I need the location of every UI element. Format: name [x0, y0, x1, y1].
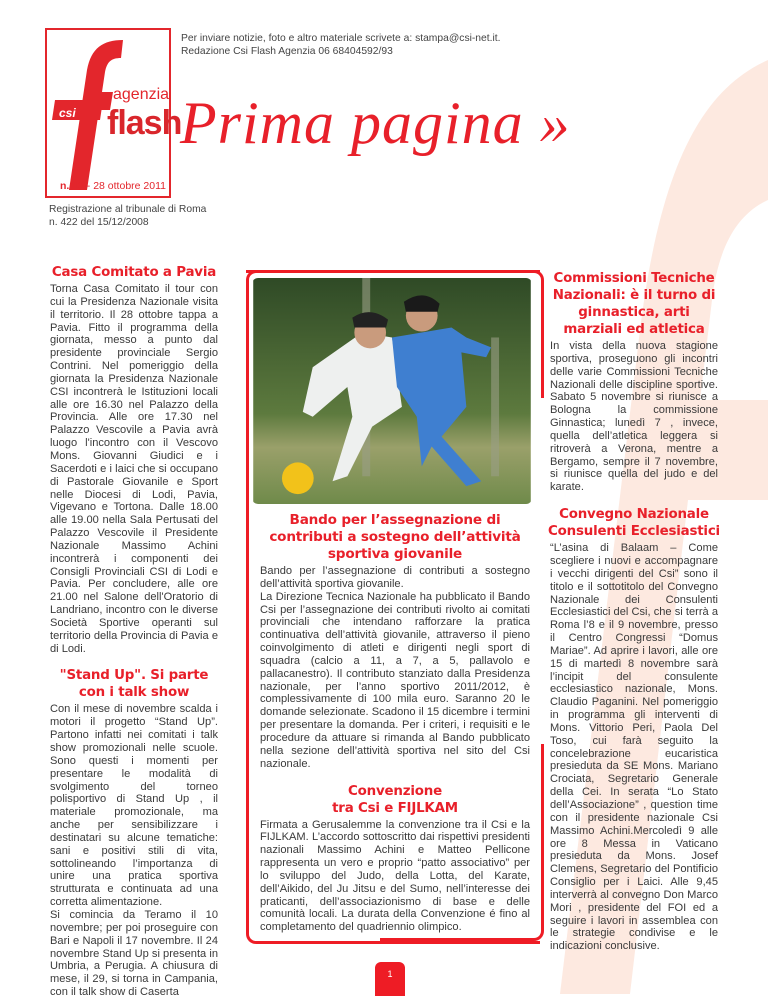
left-column: [50, 264, 218, 999]
football-photo: [252, 278, 532, 504]
contact-info: [181, 32, 501, 58]
fijlkam-heading-line-1: Convenzione: [348, 783, 442, 799]
standup-body: [50, 703, 218, 998]
issue-info: [60, 180, 166, 192]
commissioni-heading: Commissioni Tecniche Nazionali: è il turno di ginnastica, arti marziali ed atletica: [552, 271, 716, 337]
fijlkam-text: Firmata a Gerusalemme la convenzione tra il Csi e la FIJLKAM. L’accordo sottoscritto dai rispettivi presidenti nazionali Massimo Achini e Matteo Pellicone rappresenta un vero e proprio “patto associativo” per lo sviluppo del Judo, della Lotta, del Karate, dell’Aikido, del Ju Jitsu e del Sumo, nell’interesse dei praticanti, dell’associazionismo di base e delle comunità locali. La durata della Convenzione é fino al completamento del quadriennio olimpico.: [260, 818, 530, 934]
fijlkam-heading: [257, 783, 533, 817]
convegno-heading: [547, 506, 721, 540]
issue-date: - 28 ottobre 2011: [83, 180, 166, 192]
bando-text-1: Bando per l’assegnazione di contributi a sostegno dell’attività sportiva giovanile.: [260, 565, 530, 590]
convegno-body: [550, 542, 718, 953]
registration-line-2: n. 422 del 15/12/2008: [49, 217, 149, 228]
bando-body: [260, 565, 530, 771]
issue-number: n. 13: [59, 180, 84, 192]
registration-info: [49, 203, 206, 229]
bando-text-2: La Direzione Tecnica Nazionale ha pubblicato il Bando Csi per l’assegnazione dei contributi rivolto ai comitati provinciali che intendano rafforzare la pratica continuativa dell’attività giovanile, attraverso il pieno coinvolgimento di atleti e dirigenti negli sport di squadra (calcio a 11, a 7, a 5, pallavolo e pallacanestro). Il contributo stanziato dalla Presidenza nazionale, per l’anno sportivo 2011/2012, è complessivamente di 100 mila euro. Saranno 20 le domande selezionate. Scadono il 15 dicembre i termini per presentare la domanda. Per i criteri, i requisiti e le procedure da attuare si rimanda al Bando pubblicato nella sezione dell’attività sportiva nel sito del Csi nazionale.: [260, 590, 530, 770]
contact-line-2: Redazione Csi Flash Agenzia 06 68404592/93: [181, 46, 393, 57]
middle-column: [260, 278, 530, 934]
logo-agenzia: agenzia: [113, 86, 170, 103]
registration-line-1: Registrazione al tribunale di Roma: [49, 204, 207, 215]
logo-csi: csi: [59, 106, 76, 120]
convegno-text: “L’asina di Balaam – Come scegliere i nuovi e accompagnare i vecchi dirigenti del Csi” sono il titolo e il sottotitolo del Convegno Nazionale dei Consulenti Ecclesiastici del Csi, che si terrà a Roma l’8 e il 9 novembre, presso il Centro Congressi “Domus Mariae”. Ad aprire i lavori, alle ore 15 di martedì 8 novembre sarà l’incipit del consulente ecclesiastico nazionale, Mons. Claudio Paganini. Nel pomeriggio in programma gli interventi di Mons. Vittorio Peri, Paola Del Toso, cui farà seguito la concelebrazione eucaristica presieduta da SE Mons. Mariano Crociata, Segretario Generale della Cei. In serata “Lo Stato dell’Associazione” , question time con il presidente nazionale Csi Massimo Achini.Mercoledì 9 alle ore 8 Messa in Vaticano presieduta da Mons. Josef Clemens, Segretario del Pontificio Consiglio per i Laici. Alle 9,45 interverrà al convegno Don Marco Mori , presidente del FOI ed a seguire i lavori in assemblea con le strategie condivise e le indicazioni conclusive.: [550, 542, 718, 953]
bando-heading: Bando per l’assegnazione di contributi a sostegno dell’attività sportiva giovanile: [269, 512, 521, 562]
page-title: Prima pagina »: [180, 90, 571, 156]
agenzia-flash-logo: [45, 28, 182, 198]
contact-line-1: Per inviare notizie, foto e altro materiale scrivete a: stampa@csi-net.it.: [181, 33, 501, 44]
right-column: [550, 270, 718, 953]
logo-flash: flash: [107, 104, 182, 142]
fijlkam-heading-line-2: tra Csi e FIJLKAM: [332, 800, 458, 816]
pavia-body: [50, 283, 218, 655]
pavia-text: Torna Casa Comitato il tour con cui la Presidenza Nazionale visita il territorio. Il 28 ottobre tappa a Pavia. Fitto il programma della giornata, messo a punto dal presidente provinciale Sergio Contrini. Nel pomeriggio della giornata la Presidenza Nazionale CSI incontrerà le Istituzioni locali alle ore 16.30 nel Palazzo della Provincia. Alle ore 17.30 nel Palazzo Vescovile a Pavia avrà luogo l'incontro con il Vescovo Mons. Giovanni Giudici e i Sacerdoti e i laici che si occupano di Pastorale Giovanile e Sport nelle Diocesi di Lodi, Pavia, Vigevano e Tortona. Dalle 18.00 alle 19.00 nella Sala Pertusati del Palazzo Vescovile il Presidente Nazionale Massimo Achini incontrerà i componenti dei Consigli Provinciali CSI di Lodi e Pavia. Per concludere, alle ore 21.00 nel Salone dell'Oratorio di Landriano, incontro con le diverse Società Sportive operanti sul territorio della Provincia di Pavia e di Lodi.: [50, 283, 218, 655]
convegno-heading-line-2: Consulenti Ecclesiastici: [548, 524, 720, 540]
commissioni-body: [550, 340, 718, 494]
standup-heading: "Stand Up". Si parte con i talk show: [59, 668, 209, 701]
standup-text-2: Si comincia da Teramo il 10 novembre; per poi proseguire con Bari e Napoli il 17 novembre. Il 24 novembre Stand Up si presenta in Umbria, a Perugia. A chiusura di mese, il 29, si torna in Campania, con il talk show di Caserta: [50, 908, 218, 999]
fijlkam-body: [260, 819, 530, 935]
page-number-badge: 1: [375, 962, 405, 996]
convegno-heading-line-1: Convegno Nazionale: [559, 507, 709, 523]
standup-text-1: Con il mese di novembre scalda i motori il progetto “Stand Up”. Partono infatti nei comitati i talk show promozionali nelle scuole. Sono questi i momenti per presentare le modalità di svolgimento del torneo polisportivo di Stand Up , il materiale promozionale, ma anche per sensibilizzare i destinatari su alcune tematiche: sani e positivi stili di vita, sottolineando l’importanza di unire una pratica sportiva strutturata e continuata ad una corretta alimentazione.: [50, 703, 218, 909]
commissioni-text: In vista della nuova stagione sportiva, proseguono gli incontri delle varie Commissioni Tecniche Nazionali delle discipline sportive. Sabato 5 novembre si riunisce a Bologna la commissione Ginnastica; lunedì 7 , invece, quella dell’atletica leggera si ritroverà a Verona, mentre a Bergamo, sempre il 7 novembre, si riunisce quella del judo e del karate.: [550, 340, 718, 494]
pavia-heading: Casa Comitato a Pavia: [51, 265, 217, 280]
